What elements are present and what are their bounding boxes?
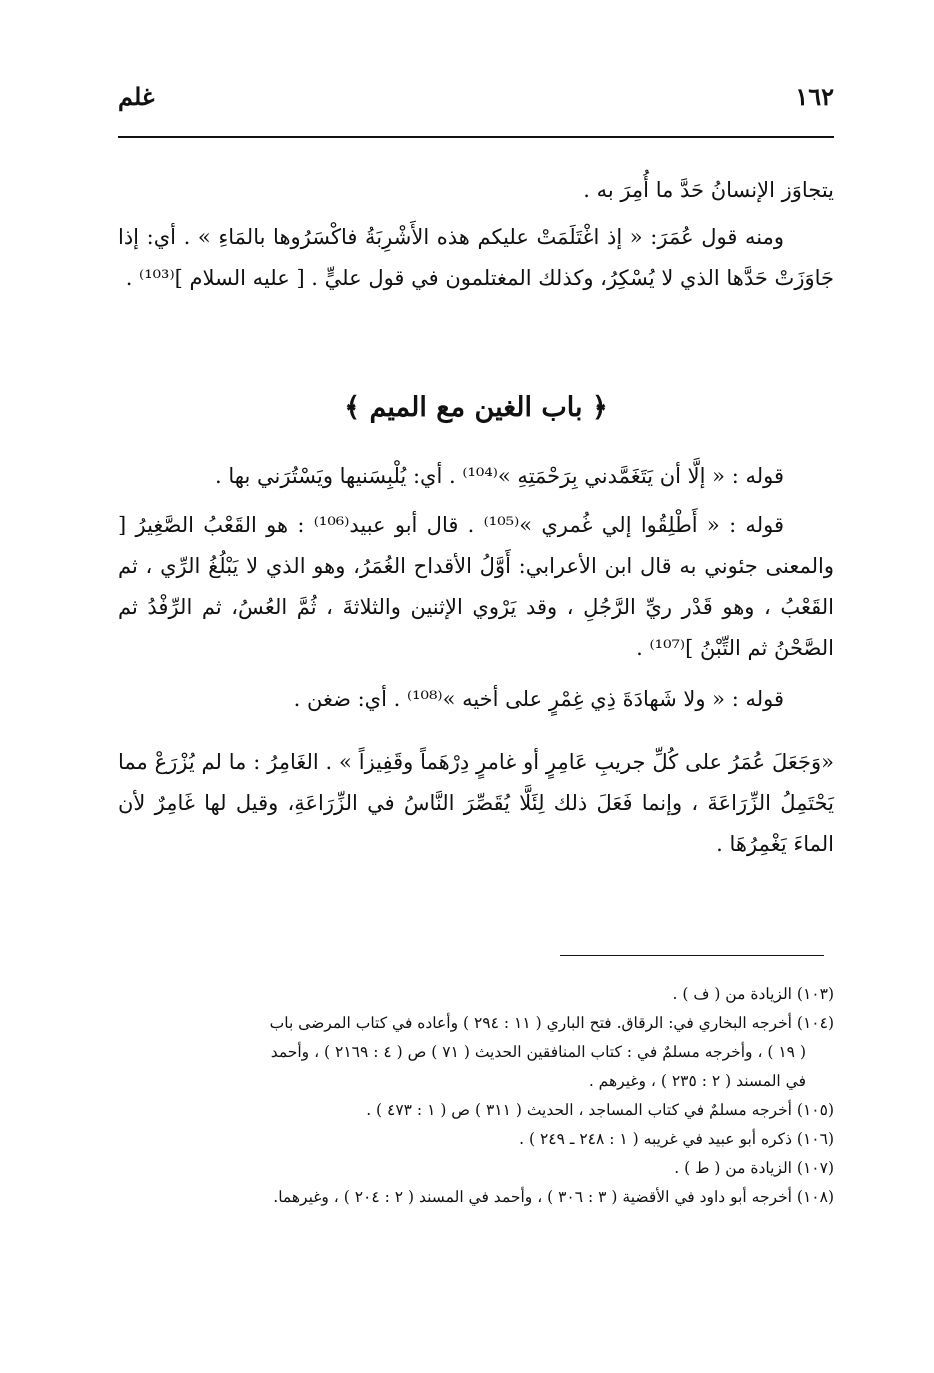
footnote-104-line-3: في المسند ( ٢ : ٢٣٥ ) ، وغيرهم .: [588, 1072, 806, 1090]
paragraph-1: يتجاوَز الإنسانُ حَدَّ ما أُمِرَ به .: [583, 178, 834, 202]
footnotes: [140, 980, 834, 1212]
header-rule: [118, 136, 834, 138]
chapter-heading: ﴿ باب الغين مع الميم ﴾: [344, 392, 608, 423]
main-text-bottom: [118, 456, 834, 865]
page-number: ١٦٢: [795, 82, 834, 111]
main-text-top: [118, 170, 834, 299]
footnote-108: (١٠٨) أخرجه أبو داود في الأقضية ( ٣ : ٣٠٦ ) ، وأحمد في المسند ( ٢ : ٢٠٤ ) ، وغيرهما.: [273, 1188, 834, 1206]
paragraph-6: «وَجَعَلَ عُمَرُ على كُلِّ جريبِ عَامِرٍ أو غامرٍ دِرْهَماً وقَفِيزاً » . الغَامِرُ : ما لم يُزْرَعْ مما يَحْتَمِلُ الزِّرَاعَةَ ، وإنما فَعَلَ ذلك لِئَلَّا يُقَصِّرَ النَّاسُ في الزِّرَاعَةِ، وقيل لها غَامِرٌ لأن الماءَ يَغْمِرُهَا .: [118, 750, 834, 856]
paragraph-3: قوله : « إلَّا أن يَتَغَمَّدني بِرَحْمَتِهِ »⁽¹⁰⁴⁾ . أي: يُلْبِسَنيها ويَسْتُرَني بها .: [215, 464, 784, 488]
paragraph-4: قوله : « أَطْلِقُوا إلي غُمري »⁽¹⁰⁵⁾ . قال أبو عبيد⁽¹⁰⁶⁾ : هو القَعْبُ الصَّغِيرُ [ والمعنى جئوني به قال ابن الأعرابي: أَوَّلُ الأقداح الغُمَرُ، وهو الذي لا يَبْلُغُ الرِّي ، ثم القَعْبُ ، وهو قَدْر ريِّ الرَّجُلِ ، وقد يَرْوي الإثنين والثلاثةَ ، ثُمَّ العُسُ، ثم الرِّفْدُ ثم الصَّحْنُ ثم التِّبْنُ ]⁽¹⁰⁷⁾ .: [118, 513, 834, 660]
footnote-107: (١٠٧) الزيادة من ( ط ) .: [674, 1159, 834, 1177]
footnote-rule: [560, 955, 824, 956]
page-header: [118, 78, 834, 126]
paragraph-2: ومنه قول عُمَرَ: « إذ اغْتَلَمَتْ عليكم هذه الأَشْرِبَةُ فاكْسَرُوها بالمَاءِ » . أي: إذا جَاوَزَتْ حَدَّها الذي لا يُسْكِرُ، وكذلك المغتلمون في قول عليٍّ . [ عليه السلام ]⁽¹⁰³⁾ .: [118, 225, 834, 290]
footnote-104-line-2: ( ١٩ ) ، وأخرجه مسلمٌ في : كتاب المنافقين الحديث ( ٧١ ) ص ( ٤ : ٢١٦٩ ) ، وأحمد: [270, 1043, 806, 1061]
footnote-103: (١٠٣) الزيادة من ( ف ) .: [672, 985, 834, 1003]
footnote-104: (١٠٤) أخرجه البخاري في: الرقاق. فتح الباري ( ١١ : ٢٩٤ ) وأعاده في كتاب المرضى باب: [269, 1014, 834, 1032]
footnote-106: (١٠٦) ذكره أبو عبيد في غريبه ( ١ : ٢٤٨ ـ ٢٤٩ ) .: [519, 1130, 834, 1148]
running-title: غلم: [118, 82, 155, 111]
footnote-105: (١٠٥) أخرجه مسلمٌ في كتاب المساجد ، الحديث ( ٣١١ ) ص ( ١ : ٤٧٣ ) .: [366, 1101, 834, 1119]
paragraph-5: قوله : « ولا شَهادَةَ ذِي غِمْرٍ على أخيه »⁽¹⁰⁸⁾ . أي: ضغن .: [293, 687, 784, 711]
